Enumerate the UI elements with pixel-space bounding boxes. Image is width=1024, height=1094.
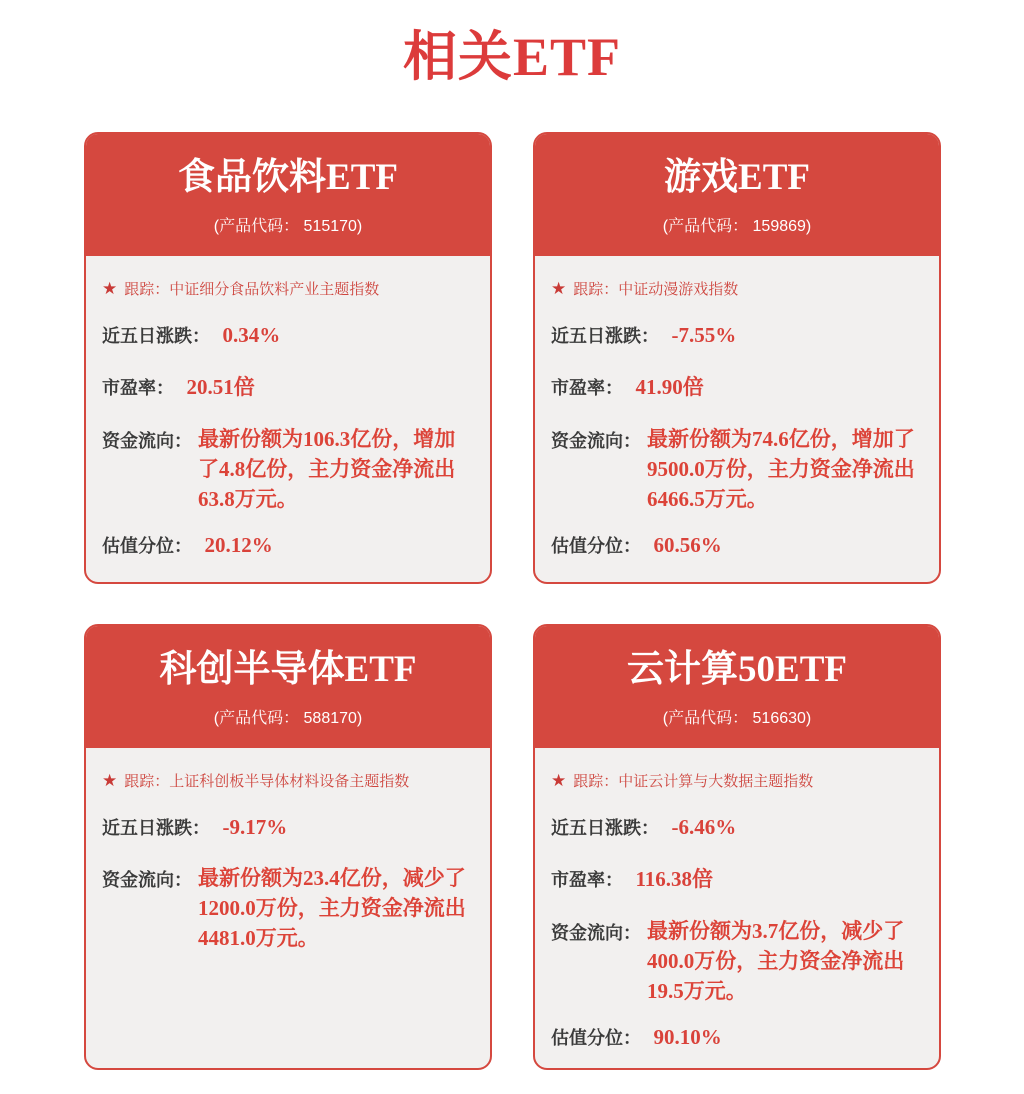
fund-flow-value: 最新份额为74.6亿份，增加了9500.0万份，主力资金净流出6466.5万元。 — [647, 427, 915, 511]
etf-product-code: (产品代码： 515170) — [213, 218, 363, 235]
change-5d-label: 近五日涨跌： — [102, 818, 210, 838]
page-title: 相关ETF — [402, 27, 622, 87]
tracking-label: 跟踪： — [573, 281, 619, 298]
tracking-index: 中证云计算与大数据主题指数 — [618, 773, 814, 790]
tracking-row — [102, 770, 474, 791]
pe-label: 市盈率： — [551, 870, 623, 890]
card-header — [86, 134, 490, 256]
fund-flow-row — [102, 863, 474, 953]
etf-card-grid — [84, 132, 941, 1070]
star-icon: ★ — [551, 279, 567, 298]
fund-flow-value: 最新份额为23.4亿份，减少了1200.0万份，主力资金净流出4481.0万元。 — [198, 866, 466, 950]
etf-name: 科创半导体ETF — [159, 649, 417, 690]
tracking-label: 跟踪： — [124, 281, 170, 298]
etf-name: 云计算50ETF — [627, 649, 847, 690]
etf-name: 食品饮料ETF — [178, 157, 398, 198]
change-5d-row — [102, 814, 474, 840]
etf-card-159869 — [533, 132, 941, 584]
pe-value: 41.90倍 — [635, 375, 704, 399]
change-5d-value: -7.55% — [671, 323, 737, 347]
tracking-index: 中证动漫游戏指数 — [618, 281, 739, 298]
star-icon: ★ — [551, 771, 567, 790]
star-icon: ★ — [102, 279, 118, 298]
valuation-label: 估值分位： — [551, 1028, 641, 1048]
etf-card-515170 — [84, 132, 492, 584]
tracking-index: 中证细分食品饮料产业主题指数 — [169, 281, 380, 298]
fund-flow-row — [102, 424, 474, 514]
change-5d-row — [551, 322, 923, 348]
tracking-row — [551, 770, 923, 791]
etf-card-516630 — [533, 624, 941, 1070]
change-5d-value: -9.17% — [222, 815, 288, 839]
card-body — [535, 256, 939, 558]
card-header — [86, 626, 490, 748]
fund-flow-label: 资金流向： — [551, 431, 641, 451]
valuation-label: 估值分位： — [102, 536, 192, 556]
card-header — [535, 134, 939, 256]
change-5d-value: -6.46% — [671, 815, 737, 839]
card-body — [86, 748, 490, 953]
etf-name: 游戏ETF — [664, 157, 810, 198]
valuation-row — [102, 532, 474, 558]
etf-card-588170 — [84, 624, 492, 1070]
card-body — [535, 748, 939, 1050]
etf-product-code: (产品代码： 159869) — [662, 218, 812, 235]
fund-flow-label: 资金流向： — [102, 431, 192, 451]
valuation-value: 90.10% — [653, 1025, 722, 1049]
fund-flow-value: 最新份额为3.7亿份，减少了400.0万份，主力资金净流出19.5万元。 — [647, 919, 905, 1003]
star-icon: ★ — [102, 771, 118, 790]
pe-label: 市盈率： — [102, 378, 174, 398]
change-5d-row — [551, 814, 923, 840]
valuation-row — [551, 1024, 923, 1050]
change-5d-value: 0.34% — [222, 323, 281, 347]
tracking-index: 上证科创板半导体材料设备主题指数 — [169, 773, 410, 790]
tracking-label: 跟踪： — [573, 773, 619, 790]
pe-value: 116.38倍 — [635, 867, 714, 891]
tracking-row — [102, 278, 474, 299]
pe-row — [102, 371, 474, 401]
etf-product-code: (产品代码： 588170) — [213, 710, 363, 727]
pe-value: 20.51倍 — [186, 375, 255, 399]
fund-flow-label: 资金流向： — [102, 870, 192, 890]
tracking-row — [551, 278, 923, 299]
pe-row — [551, 863, 923, 893]
change-5d-row — [102, 322, 474, 348]
change-5d-label: 近五日涨跌： — [551, 326, 659, 346]
pe-label: 市盈率： — [551, 378, 623, 398]
etf-product-code: (产品代码： 516630) — [662, 710, 812, 727]
tracking-label: 跟踪： — [124, 773, 170, 790]
card-header — [535, 626, 939, 748]
pe-row — [551, 371, 923, 401]
fund-flow-row — [551, 916, 923, 1006]
fund-flow-value: 最新份额为106.3亿份，增加了4.8亿份，主力资金净流出63.8万元。 — [198, 427, 456, 511]
change-5d-label: 近五日涨跌： — [102, 326, 210, 346]
valuation-value: 20.12% — [204, 533, 273, 557]
valuation-row — [551, 532, 923, 558]
change-5d-label: 近五日涨跌： — [551, 818, 659, 838]
fund-flow-row — [551, 424, 923, 514]
valuation-label: 估值分位： — [551, 536, 641, 556]
valuation-value: 60.56% — [653, 533, 722, 557]
card-body — [86, 256, 490, 558]
fund-flow-label: 资金流向： — [551, 923, 641, 943]
